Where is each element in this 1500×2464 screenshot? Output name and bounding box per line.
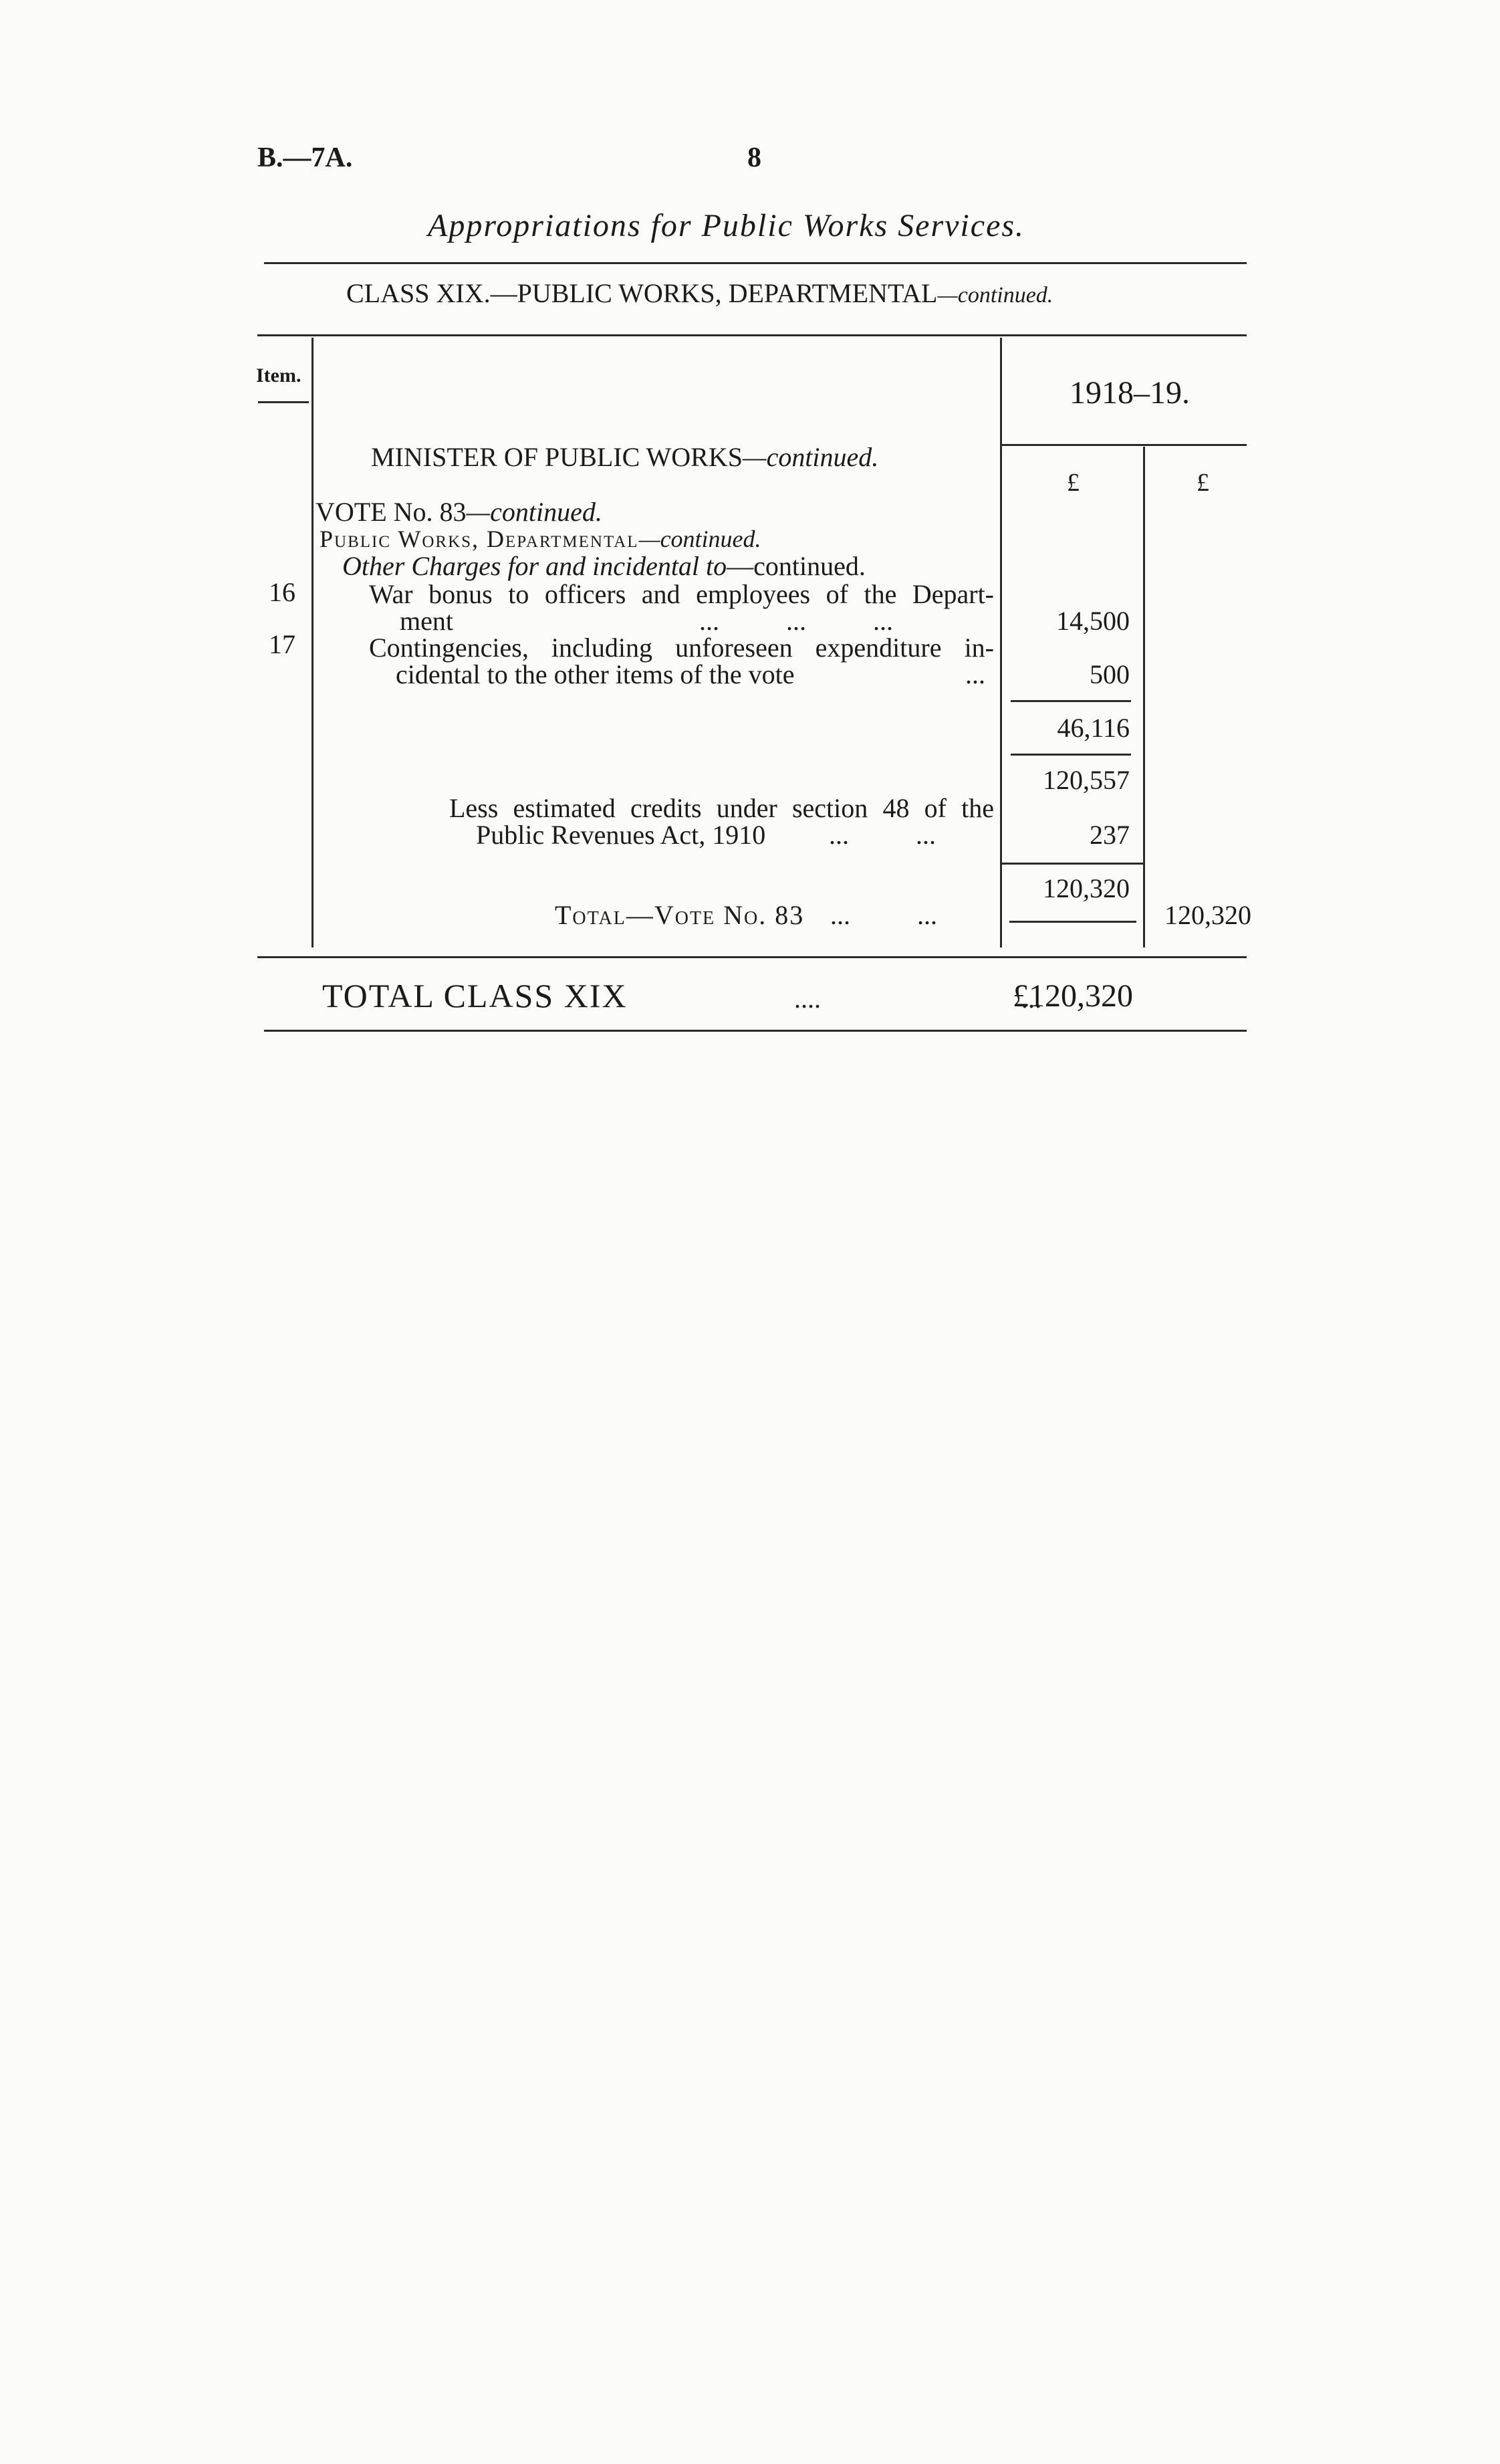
document-reference: B.—7A.: [257, 142, 353, 173]
net-total-amount: 120,320: [1043, 873, 1130, 903]
gross-total-amount: 120,557: [1043, 765, 1130, 795]
year-header-rule: [1002, 444, 1247, 446]
vote-total-rule: [1009, 921, 1136, 923]
title-rule: [264, 262, 1247, 264]
table-top-rule: [257, 334, 1247, 336]
subhead-heading-main: Public Works, Departmental: [320, 526, 639, 552]
item-header-underline: [258, 401, 309, 403]
vote-total-label: [555, 899, 804, 931]
amount-column-rule-left: [1000, 338, 1002, 947]
vote-heading-main: VOTE No. 83: [316, 497, 467, 527]
row-leader-dots: ... ... ...: [699, 606, 893, 636]
year-column-header: 1918–19.: [1070, 375, 1190, 411]
subhead-heading: [320, 525, 761, 553]
total-class-amount: £120,320: [1013, 978, 1133, 1014]
page-number: 8: [747, 142, 761, 173]
row-description-line2: cidental to the other items of the vote: [396, 659, 795, 689]
net-total-rule: [1002, 863, 1143, 865]
page-title: Appropriations for Public Works Services.: [428, 208, 1025, 243]
credits-description-line2: Public Revenues Act, 1910: [476, 820, 766, 850]
subtotal-amount: 46,116: [1057, 713, 1130, 743]
credits-leader-dots: ... ...: [829, 820, 936, 850]
other-charges-heading: [342, 550, 866, 582]
row-description-line2: ment: [400, 606, 453, 636]
item-column-header: Item.: [256, 364, 301, 386]
row-leader-dots: ...: [965, 659, 985, 689]
vote-total-amount: 120,320: [1164, 900, 1251, 930]
vote-total-label-main: Total—Vote No. 83: [555, 900, 805, 930]
class-heading-main: CLASS XIX.—PUBLIC WORKS, DEPARTMENTAL: [346, 278, 938, 308]
amount-column-rule-middle: [1143, 447, 1145, 947]
item-number: 16: [269, 577, 295, 607]
item-number: 17: [269, 629, 295, 659]
item-column-rule: [311, 338, 314, 947]
footer-rule: [264, 1030, 1247, 1032]
row-description-line1: War bonus to officers and employees of the Depart-: [369, 579, 994, 609]
row-amount: 14,500: [1056, 606, 1130, 636]
class-heading: [346, 277, 1053, 309]
subhead-heading-suffix: —continued.: [638, 526, 761, 552]
credits-amount: 237: [1090, 820, 1130, 850]
minister-heading-suffix: —continued.: [743, 442, 879, 472]
credits-description-line1: Less estimated credits under section 48 of the: [449, 793, 994, 823]
row-description-line1: Contingencies, including unforeseen expenditure in-: [369, 633, 994, 663]
total-class-leader-dots: .... ...: [794, 984, 1041, 1014]
vote-heading-suffix: —continued.: [466, 497, 602, 527]
vote-heading: [316, 496, 602, 528]
other-charges-suffix: —continued.: [727, 551, 866, 581]
currency-symbol-items: £: [1067, 469, 1080, 497]
currency-symbol-totals: £: [1197, 469, 1209, 497]
minister-heading-main: MINISTER OF PUBLIC WORKS: [371, 442, 743, 472]
row-amount: 500: [1090, 659, 1130, 689]
subtotal-rule: [1011, 700, 1131, 702]
minister-heading: [371, 441, 878, 473]
other-charges-italic: Other Charges for and incidental to: [342, 551, 727, 581]
total-class-label: TOTAL CLASS XIX: [322, 977, 628, 1014]
table-bottom-rule: [257, 956, 1247, 958]
class-heading-suffix: —continued.: [937, 283, 1053, 308]
gross-total-rule: [1011, 754, 1131, 756]
vote-total-leader-dots: ... ...: [830, 900, 937, 930]
